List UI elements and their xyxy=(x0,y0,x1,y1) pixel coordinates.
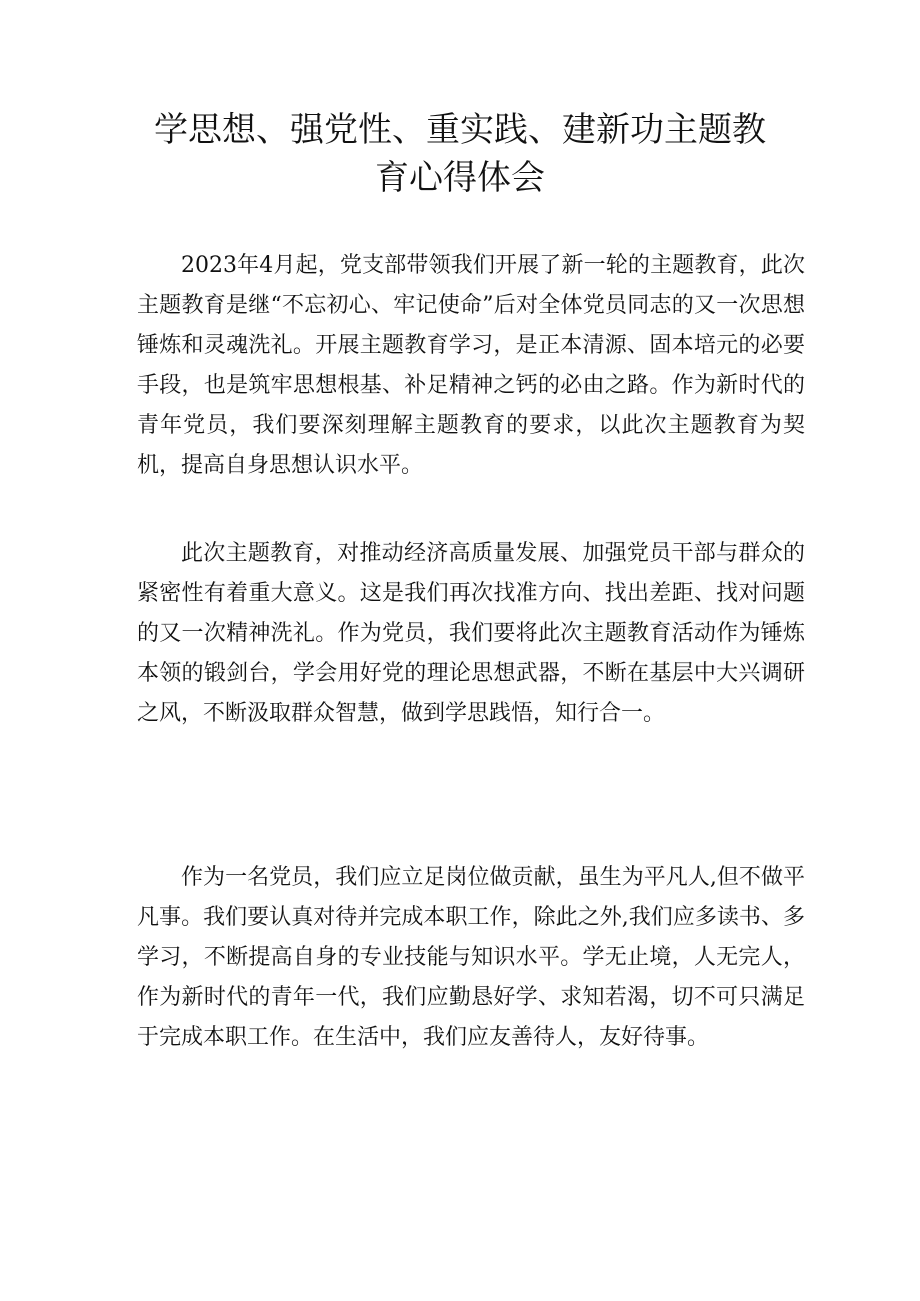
paragraph-2: 此次主题教育，对推动经济高质量发展、加强党员干部与群众的紧密性有着重大意义。这是我们再次找准方向、找出差距、找对问题的又一次精神洗礼。作为党员，我们要将此次主题教育活动作为锤炼本领的锻剑台，学会用好党的理论思想武器，不断在基层中大兴调研之风，不断汲取群众智慧，做到学思践悟，知行合一。 xyxy=(137,541,805,726)
document-title-line-1: 学思想、强党性、重实践、建新功主题教 xyxy=(154,110,766,150)
paragraph-1: 2023年4月起，党支部带领我们开展了新一轮的主题教育，此次主题教育是继“不忘初心、牢记使命”后对全体党员同志的又一次思想锤炼和灵魂洗礼。开展主题教育学习，是正本清源、固本培元的必要手段，也是筑牢思想根基、补足精神之钙的必由之路。作为新时代的青年党员，我们要深刻理解主题教育的要求，以此次主题教育为契机，提高自身思想认识水平。 xyxy=(137,253,805,478)
document-title-line-2: 育心得体会 xyxy=(375,158,545,198)
paragraph-3: 作为一名党员，我们应立足岗位做贡献，虽生为平凡人,但不做平凡事。我们要认真对待并完成本职工作，除此之外,我们应多读书、多学习，不断提高自身的专业技能与知识水平。学无止境，人无完人，作为新时代的青年一代，我们应勤恳好学、求知若渴，切不可只满足于完成本职工作。在生活中，我们应友善待人，友好待事。 xyxy=(137,865,805,1050)
